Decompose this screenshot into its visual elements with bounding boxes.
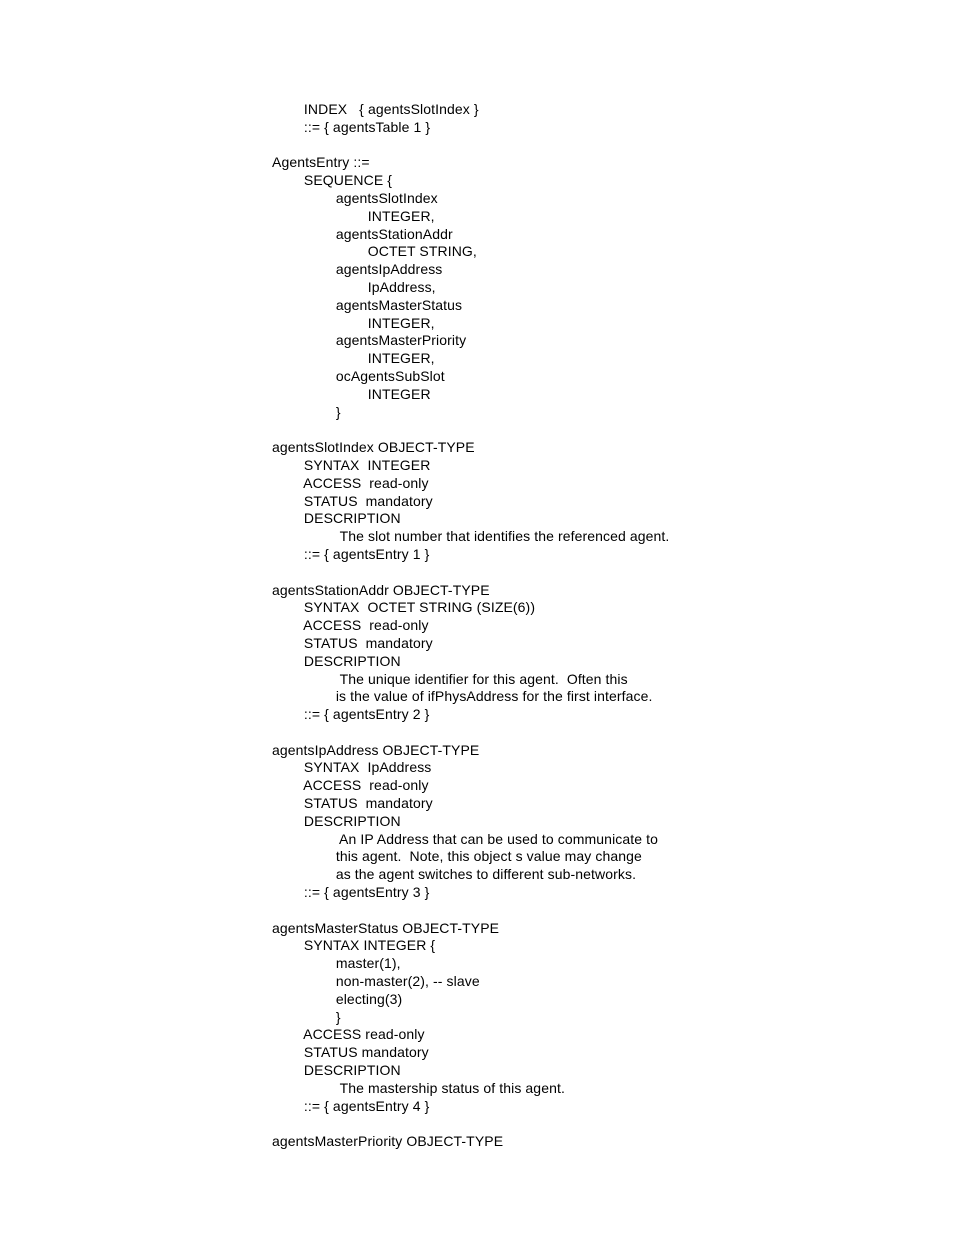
document-page [272, 101, 892, 1221]
mib-definition-text: INDEX { agentsSlotIndex } ::= { agentsTable 1 } AgentsEntry ::= SEQUENCE { agentsSlotIndex INTEGER, agentsStationAddr OCTET STRING, agentsIpAddress IpAddress, agentsMasterStatus INTEGER, agentsMasterPriority INTEGER, ocAgentsSubSlot INTEGER } agentsSlotIndex OBJECT-TYPE SYNTAX INTEGER ACCESS read-only STATUS mandatory DESCRIPTION The slot number that identifies the referenced agent. ::= { agentsEntry 1 } agentsStationAddr OBJECT-TYPE SYNTAX OCTET STRING (SIZE(6)) ACCESS read-only STATUS mandatory DESCRIPTION The unique identifier for this agent. Often this is the value of ifPhysAddress for the first interface. ::= { agentsEntry 2 } agentsIpAddress OBJECT-TYPE SYNTAX IpAddress ACCESS read-only STATUS mandatory DESCRIPTION An IP Address that can be used to communicate to this agent. Note, this object s value may change as the agent switches to different sub-networks. ::= { agentsEntry 3 } agentsMasterStatus OBJECT-TYPE SYNTAX INTEGER { master(1), non-master(2), -- slave electing(3) } ACCESS read-only STATUS mandatory DESCRIPTION The mastership status of this agent. ::= { agentsEntry 4 } agentsMasterPriority OBJECT-TYPE [272, 101, 670, 1150]
